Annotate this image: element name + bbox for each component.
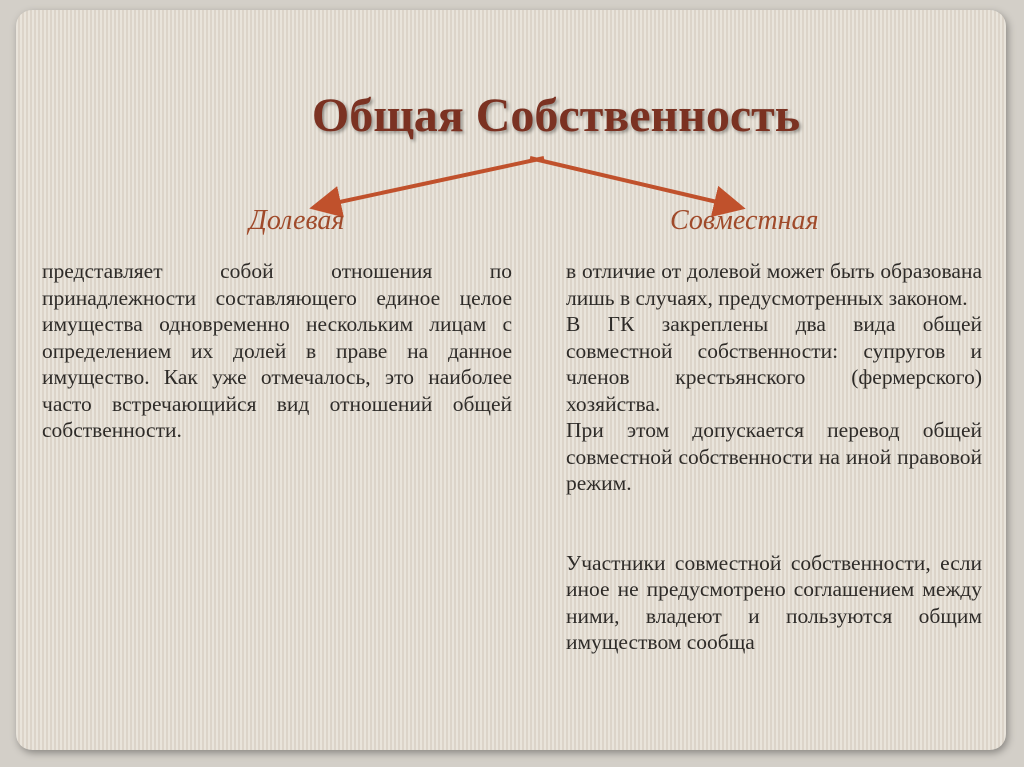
left-column-text [42,258,512,444]
right-column-text [566,258,982,656]
dolevaya-definition: представляет собой отношения по принадлежности составляющего единое целое имущества одновременно нескольким лицам с определением их долей в праве на данное имущество. Как уже отмечалось, это наиболее часто встречающийся вид отношений общей собственности. [42,259,512,442]
arrow-left [321,158,544,206]
sovmestnaya-paragraph-1: в отличие от долевой может быть образована лишь в случаях, предусмотренных законом. [566,259,982,310]
slide-title: Общая Собственность [311,89,801,142]
arrow-right [530,158,734,206]
sovmestnaya-paragraph-3: При этом допускается перевод общей совместной собственности на иной правовой режим. [566,418,982,495]
slide [16,10,1006,750]
sovmestnaya-note: Участники совместной собственности, если иное не предусмотрено соглашением между ними, владеют и пользуются общим имуществом сообща [566,550,982,654]
heading-sovmestnaya: Совместная [670,205,819,236]
heading-dolevaya: Долевая [249,205,345,236]
sovmestnaya-paragraph-2: В ГК закреплены два вида общей совместной собственности: супругов и членов крестьянского (фермерского) хозяйства. [566,312,982,416]
